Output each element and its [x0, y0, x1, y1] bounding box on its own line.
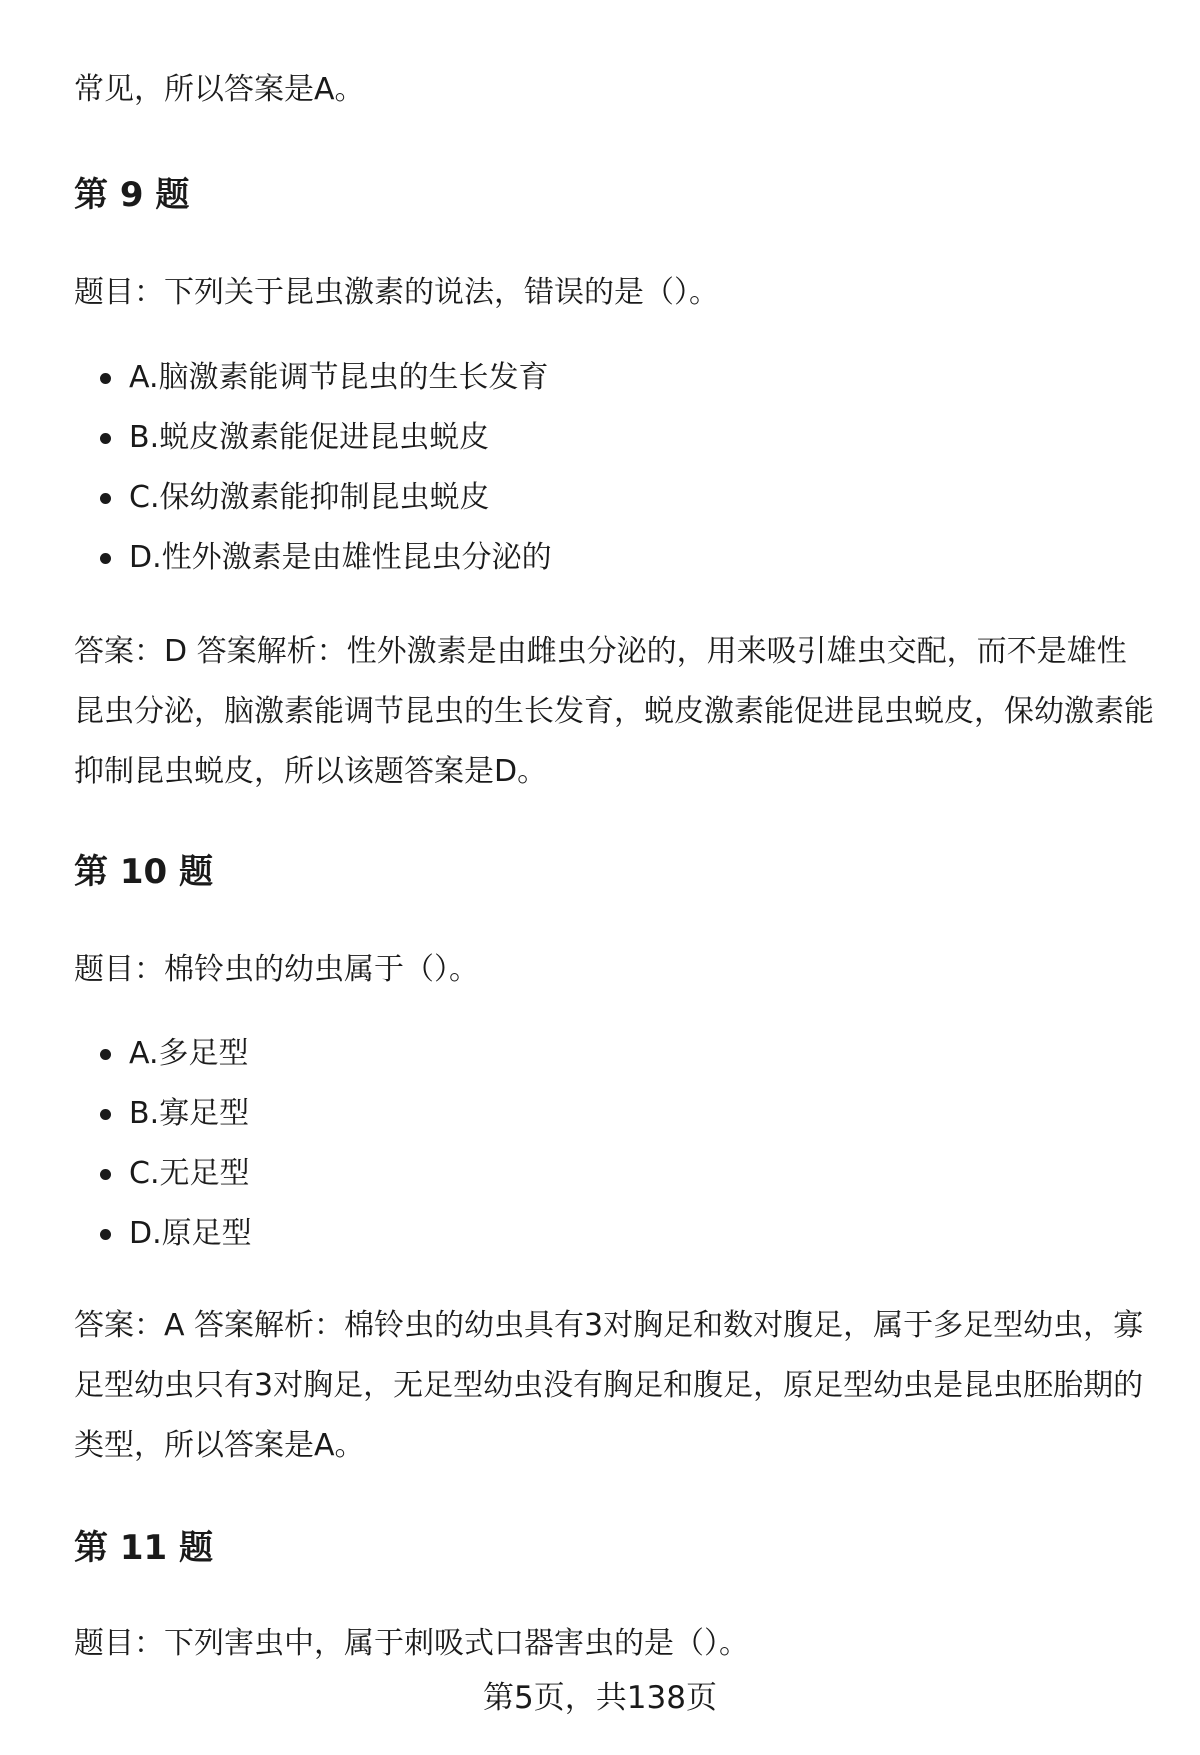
option-a: [74, 1024, 252, 1084]
question-10-heading: 第 10 题: [74, 852, 213, 892]
question-9-stem: 题目：下列关于昆虫激素的说法，错误的是（）。: [74, 275, 719, 310]
question-9-heading: 第 9 题: [74, 175, 190, 215]
option-text: C.保幼激素能抑制昆虫蜕皮: [129, 480, 490, 515]
bullet-icon: [100, 433, 111, 444]
option-a: [74, 348, 552, 408]
option-d: [74, 1204, 252, 1264]
bullet-icon: [100, 1109, 111, 1120]
option-d: [74, 528, 552, 588]
question-11-heading: 第 11 题: [74, 1528, 213, 1568]
option-b: [74, 408, 552, 468]
option-text: B.寡足型: [129, 1096, 250, 1131]
option-text: D.性外激素是由雄性昆虫分泌的: [129, 540, 552, 575]
option-c: [74, 1144, 252, 1204]
question-10-stem: 题目：棉铃虫的幼虫属于（）。: [74, 952, 479, 987]
bullet-icon: [100, 373, 111, 384]
intro-text: 常见，所以答案是A。: [74, 72, 365, 107]
option-text: A.脑激素能调节昆虫的生长发育: [129, 360, 549, 395]
question-11-stem: 题目：下列害虫中，属于刺吸式口器害虫的是（）。: [74, 1626, 749, 1661]
question-10-answer: 答案：A 答案解析：棉铃虫的幼虫具有3对胸足和数对腹足，属于多足型幼虫，寡足型幼虫只有3对胸足，无足型幼虫没有胸足和腹足，原足型幼虫是昆虫胚胎期的类型，所以答案是A。: [74, 1308, 1144, 1463]
bullet-icon: [100, 493, 111, 504]
bullet-icon: [100, 1169, 111, 1180]
question-9-answer: 答案：D 答案解析：性外激素是由雌虫分泌的，用来吸引雄虫交配，而不是雄性昆虫分泌，脑激素能调节昆虫的生长发育，蜕皮激素能促进昆虫蜕皮，保幼激素能抑制昆虫蜕皮，所以该题答案是D。: [74, 634, 1154, 789]
page-footer: 第5页，共138页: [483, 1680, 717, 1716]
option-text: B.蜕皮激素能促进昆虫蜕皮: [129, 420, 490, 455]
option-b: [74, 1084, 252, 1144]
option-text: D.原足型: [129, 1216, 252, 1251]
bullet-icon: [100, 1049, 111, 1060]
option-c: [74, 468, 552, 528]
bullet-icon: [100, 1229, 111, 1240]
question-10-options: [74, 1024, 252, 1264]
option-text: C.无足型: [129, 1156, 250, 1191]
bullet-icon: [100, 553, 111, 564]
question-9-options: [74, 348, 552, 588]
option-text: A.多足型: [129, 1036, 249, 1071]
